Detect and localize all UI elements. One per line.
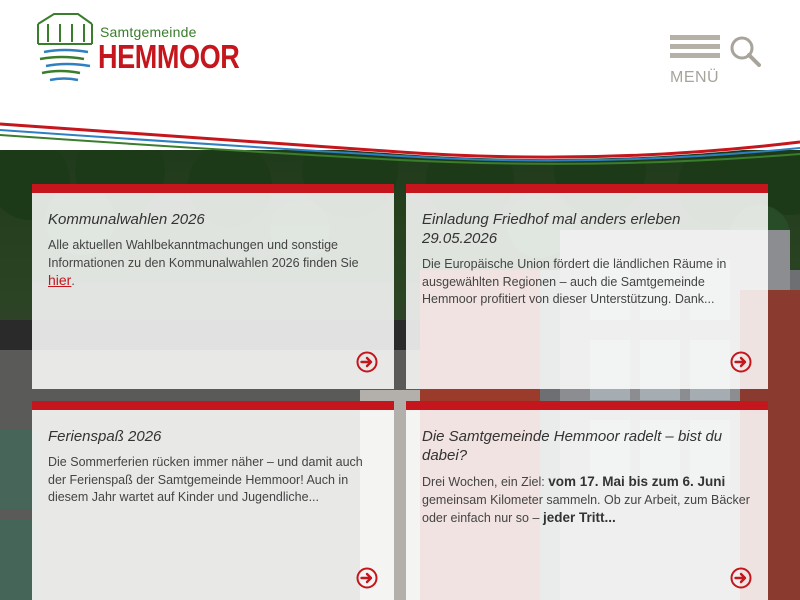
card-excerpt: Alle aktuellen Wahlbekanntmachungen und sonstige Informationen zu den Kommunalwahlen 2026 finden Sie hier. xyxy=(48,238,359,288)
card-title: Ferienspaß 2026 xyxy=(48,428,162,445)
news-card-ferienspass[interactable] xyxy=(32,401,394,600)
card-link-hier[interactable]: hier xyxy=(48,272,72,288)
search-icon[interactable] xyxy=(728,34,762,68)
logo-title: HEMMOOR xyxy=(98,38,240,75)
card-title: Einladung Friedhof mal anders erleben 29.05.2026 xyxy=(422,211,681,247)
header-wave-divider xyxy=(0,110,800,170)
news-card-friedhof[interactable] xyxy=(406,184,768,389)
card-excerpt: Die Europäische Union fördert die ländlichen Räume in ausgewählten Regionen – auch die Samtgemeinde Hemmoor profitiert von dieser Unterstützung. Dank... xyxy=(422,257,727,306)
menu-button[interactable] xyxy=(670,35,720,90)
news-card-kommunalwahlen[interactable] xyxy=(32,184,394,389)
card-title: Kommunalwahlen 2026 xyxy=(48,211,205,228)
logo-subtitle: Samtgemeinde xyxy=(100,24,197,40)
arrow-right-circle-icon[interactable] xyxy=(730,567,752,589)
logo-emblem-icon xyxy=(34,12,98,86)
site-logo[interactable] xyxy=(34,12,240,88)
card-excerpt: Drei Wochen, ein Ziel: vom 17. Mai bis zum 6. Juni gemeinsam Kilometer sammeln. Ob zur Arbeit, zum Bäcker oder einfach nur so – jeder Tritt... xyxy=(422,474,750,525)
card-title: Die Samtgemeinde Hemmoor radelt – bist du dabei? xyxy=(422,428,723,464)
arrow-right-circle-icon[interactable] xyxy=(730,351,752,373)
news-card-stadtradeln[interactable] xyxy=(406,401,768,600)
card-excerpt: Die Sommerferien rücken immer näher – und damit auch der Ferienspaß der Samtgemeinde Hemmoor! Auch in diesem Jahr wartet auf Kinder und Jugendliche... xyxy=(48,455,363,504)
arrow-right-circle-icon[interactable] xyxy=(356,351,378,373)
arrow-right-circle-icon[interactable] xyxy=(356,567,378,589)
menu-label: MENÜ xyxy=(670,69,720,86)
